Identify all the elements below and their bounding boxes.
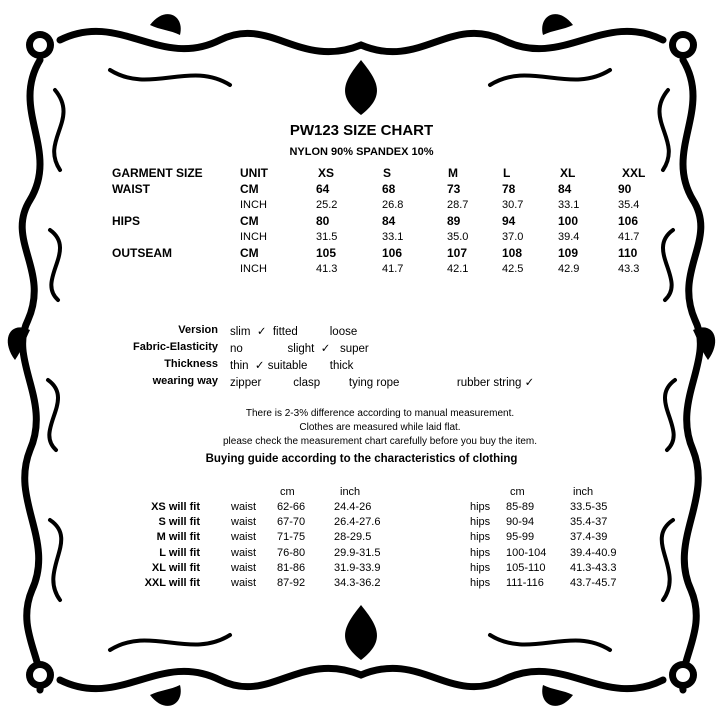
fit-cm-header: cm bbox=[280, 486, 295, 498]
size-table-cell: 106 bbox=[618, 214, 639, 228]
size-table-cell: 42.1 bbox=[447, 263, 469, 275]
fit-hips-inch: 41.3-43.3 bbox=[570, 562, 617, 574]
fit-hips-inch: 37.4-39 bbox=[570, 531, 608, 543]
size-table-row-label: OUTSEAM bbox=[112, 246, 172, 260]
fit-waist-label: waist bbox=[231, 531, 257, 543]
attribute-options: slim ✓ fitted loose bbox=[230, 326, 358, 338]
size-table-cell: 42.9 bbox=[558, 263, 580, 275]
attribute-label: wearing way bbox=[152, 375, 218, 387]
size-table-cell: 28.7 bbox=[447, 199, 469, 211]
buying-guide-title: Buying guide according to the characteristics of clothing bbox=[205, 453, 518, 465]
fit-waist-cm: 87-92 bbox=[277, 577, 306, 589]
size-table-cell: 94 bbox=[502, 214, 516, 228]
fit-hips-inch: 35.4-37 bbox=[570, 516, 608, 528]
attribute-label: Version bbox=[178, 324, 218, 336]
fit-hips-label: hips bbox=[470, 516, 491, 528]
size-table-unit: CM bbox=[240, 214, 259, 228]
fit-hips-cm: 105-110 bbox=[506, 562, 546, 574]
fit-hips-cm: 85-89 bbox=[506, 501, 535, 513]
fit-waist-cm: 62-66 bbox=[277, 501, 306, 513]
size-table-unit: INCH bbox=[240, 263, 267, 275]
size-table-cell: 25.2 bbox=[316, 199, 338, 211]
fit-size-label: XXL will fit bbox=[144, 577, 200, 589]
fit-size-label: XL will fit bbox=[151, 562, 200, 574]
note-line: Clothes are measured while laid flat. bbox=[299, 422, 461, 433]
fit-size-label: M will fit bbox=[156, 531, 200, 543]
size-table-cell: 78 bbox=[502, 182, 516, 196]
size-table-header: S bbox=[383, 166, 392, 180]
size-table-cell: 68 bbox=[382, 182, 396, 196]
fit-hips-label: hips bbox=[470, 531, 491, 543]
fit-waist-inch: 24.4-26 bbox=[334, 501, 372, 513]
fit-waist-cm: 67-70 bbox=[277, 516, 306, 528]
size-table-cell: 84 bbox=[558, 182, 572, 196]
page-subtitle: NYLON 90% SPANDEX 10% bbox=[289, 146, 434, 158]
fit-waist-label: waist bbox=[231, 501, 257, 513]
fit-waist-inch: 28-29.5 bbox=[334, 531, 372, 543]
attribute-options: thin ✓ suitable thick bbox=[230, 360, 354, 372]
size-table-cell: 84 bbox=[382, 214, 396, 228]
fit-hips-inch: 39.4-40.9 bbox=[570, 547, 617, 559]
fit-waist-label: waist bbox=[231, 577, 257, 589]
fit-hips-label: hips bbox=[470, 501, 491, 513]
size-table-cell: 108 bbox=[502, 246, 523, 260]
size-table-cell: 26.8 bbox=[382, 199, 404, 211]
size-table-unit: CM bbox=[240, 246, 259, 260]
fit-waist-inch: 26.4-27.6 bbox=[334, 516, 381, 528]
size-table-unit: INCH bbox=[240, 199, 267, 211]
attribute-options: zipper clasp tying rope rubber string ✓ bbox=[230, 377, 535, 389]
size-table-cell: 33.1 bbox=[382, 231, 404, 243]
page-title: PW123 SIZE CHART bbox=[289, 122, 434, 139]
size-table-header: GARMENT SIZE bbox=[112, 166, 203, 180]
fit-waist-inch: 31.9-33.9 bbox=[334, 562, 381, 574]
fit-hips-label: hips bbox=[470, 547, 491, 559]
size-table-unit: INCH bbox=[240, 231, 267, 243]
fit-waist-inch: 34.3-36.2 bbox=[334, 577, 381, 589]
fit-size-label: L will fit bbox=[159, 547, 200, 559]
size-table-header: XXL bbox=[622, 166, 646, 180]
note-line: please check the measurement chart carefully before you buy the item. bbox=[222, 436, 538, 447]
size-table-cell: 42.5 bbox=[502, 263, 524, 275]
size-table-cell: 80 bbox=[316, 214, 330, 228]
fit-waist-label: waist bbox=[231, 562, 257, 574]
size-table-cell: 105 bbox=[316, 246, 337, 260]
size-table-cell: 107 bbox=[447, 246, 468, 260]
fit-hips-inch: 33.5-35 bbox=[570, 501, 608, 513]
attribute-label: Fabric-Elasticity bbox=[133, 341, 218, 353]
fit-hips-label: hips bbox=[470, 562, 491, 574]
size-table-cell: 106 bbox=[382, 246, 403, 260]
fit-hips-cm: 111-116 bbox=[506, 577, 544, 589]
fit-cm-header: cm bbox=[510, 486, 525, 498]
fit-size-label: S will fit bbox=[158, 516, 200, 528]
size-table-header: UNIT bbox=[240, 166, 268, 180]
fit-hips-cm: 95-99 bbox=[506, 531, 535, 543]
size-table-cell: 33.1 bbox=[558, 199, 580, 211]
fit-hips-cm: 90-94 bbox=[506, 516, 535, 528]
size-table-cell: 41.3 bbox=[316, 263, 338, 275]
fit-waist-cm: 81-86 bbox=[277, 562, 306, 574]
fit-waist-label: waist bbox=[231, 516, 257, 528]
size-table-cell: 35.4 bbox=[618, 199, 640, 211]
size-table-cell: 37.0 bbox=[502, 231, 524, 243]
fit-hips-label: hips bbox=[470, 577, 491, 589]
fit-hips-cm: 100-104 bbox=[506, 547, 547, 559]
fit-size-label: XS will fit bbox=[151, 501, 200, 513]
attribute-label: Thickness bbox=[164, 358, 218, 370]
size-table-header: XL bbox=[560, 166, 576, 180]
size-table-cell: 89 bbox=[447, 214, 461, 228]
size-table-cell: 64 bbox=[316, 182, 330, 196]
size-table-cell: 110 bbox=[618, 246, 638, 260]
size-table-row-label: WAIST bbox=[112, 182, 150, 196]
size-table-cell: 35.0 bbox=[447, 231, 469, 243]
size-table-cell: 39.4 bbox=[558, 231, 580, 243]
size-table-cell: 30.7 bbox=[502, 199, 524, 211]
fit-waist-inch: 29.9-31.5 bbox=[334, 547, 381, 559]
size-table-cell: 41.7 bbox=[618, 231, 640, 243]
fit-inch-header: inch bbox=[573, 486, 594, 498]
fit-waist-label: waist bbox=[231, 547, 257, 559]
size-table-cell: 90 bbox=[618, 182, 632, 196]
size-table-cell: 73 bbox=[447, 182, 461, 196]
fit-inch-header: inch bbox=[340, 486, 361, 498]
size-table-cell: 31.5 bbox=[316, 231, 338, 243]
fit-waist-cm: 71-75 bbox=[277, 531, 306, 543]
fit-waist-cm: 76-80 bbox=[277, 547, 306, 559]
size-table-cell: 100 bbox=[558, 214, 579, 228]
note-line: There is 2-3% difference according to manual measurement. bbox=[245, 408, 515, 419]
size-table-unit: CM bbox=[240, 182, 259, 196]
size-table-header: XS bbox=[318, 166, 335, 180]
fit-hips-inch: 43.7-45.7 bbox=[570, 577, 617, 589]
size-table-cell: 41.7 bbox=[382, 263, 404, 275]
size-table-header: L bbox=[503, 166, 511, 180]
attribute-options: no slight ✓ super bbox=[230, 343, 369, 355]
size-table-cell: 109 bbox=[558, 246, 579, 260]
size-table-header: M bbox=[448, 166, 458, 180]
size-table-row-label: HIPS bbox=[112, 214, 141, 228]
size-table-cell: 43.3 bbox=[618, 263, 640, 275]
